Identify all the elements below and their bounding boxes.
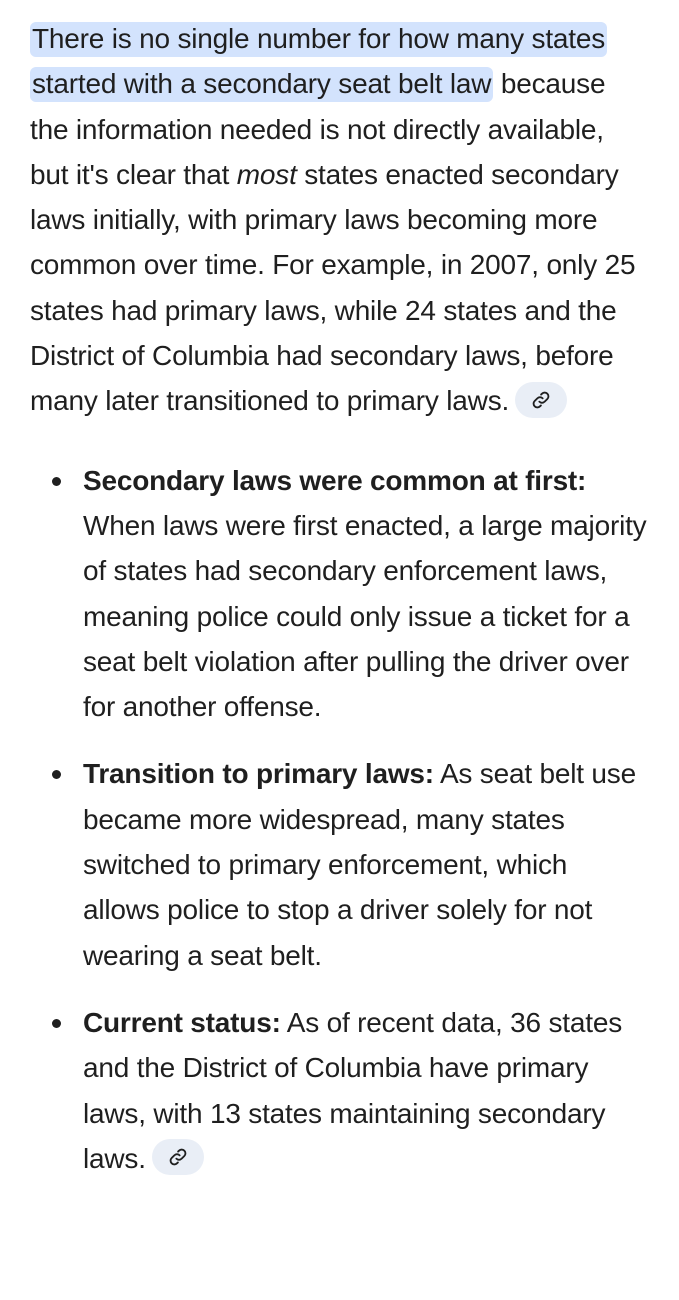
- bullet-text: As of recent data, 36 states and the District of Columbia have primary laws, with 13 states maintaining secondary laws.: [83, 1006, 623, 1174]
- source-link-chip[interactable]: [152, 1139, 204, 1175]
- bullet-lead: Current status:: [83, 1006, 281, 1038]
- bullet-lead: Secondary laws were common at first:: [83, 464, 587, 496]
- list-item: [30, 751, 649, 977]
- answer-bullet-list: [30, 458, 649, 1181]
- list-item: [30, 1000, 649, 1181]
- answer-intro-paragraph: [30, 16, 649, 424]
- bullet-dot: [52, 477, 61, 486]
- source-link-chip[interactable]: [515, 382, 567, 418]
- highlighted-answer-text[interactable]: There is no single number for how many states started with a secondary seat belt law: [30, 22, 607, 102]
- intro-text-part1: because the information needed is not directly available, but it's clear that: [30, 68, 606, 190]
- bullet-dot: [52, 770, 61, 779]
- bullet-dot: [52, 1019, 61, 1028]
- list-item: [30, 458, 649, 730]
- bullet-text: When laws were first enacted, a large majority of states had secondary enforcement laws, meaning police could only issue a ticket for a seat belt violation after pulling the driver over for another offense.: [83, 509, 647, 723]
- bullet-text: As seat belt use became more widespread, many states switched to primary enforcement, which allows police to stop a driver solely for not wearing a seat belt.: [83, 758, 636, 971]
- link-icon: [531, 390, 551, 410]
- link-icon: [168, 1147, 188, 1167]
- intro-emphasis: most: [236, 158, 297, 190]
- bullet-lead: Transition to primary laws:: [83, 758, 434, 790]
- intro-text-part2: states enacted secondary laws initially, with primary laws becoming more common over time. For example, in 2007, only 25 states had primary laws, while 24 states and the District of Columbia had secondary laws, before many later transitioned to primary laws.: [30, 158, 636, 417]
